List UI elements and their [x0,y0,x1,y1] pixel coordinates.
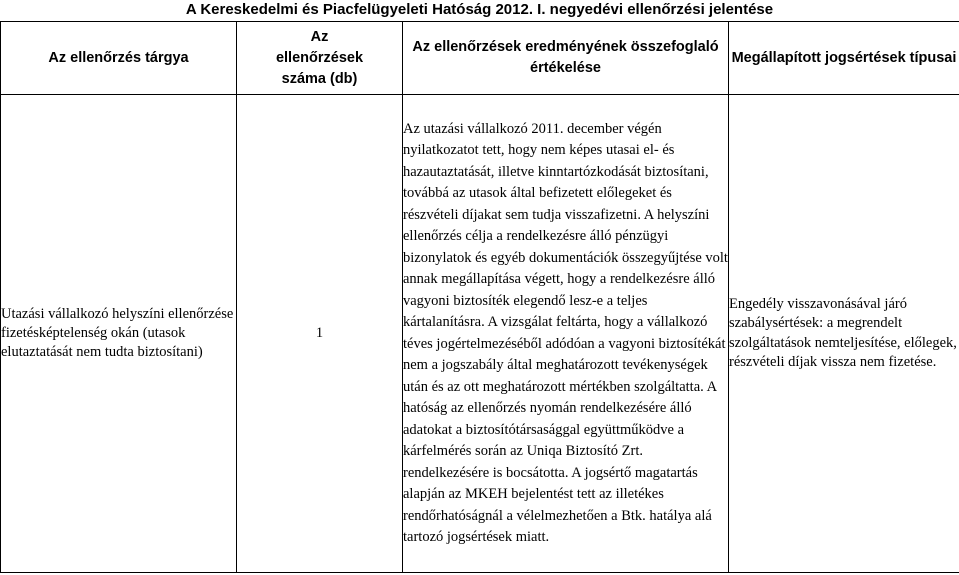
cell-summary: Az utazási vállalkozó 2011. december végén nyilatkozatot tett, hogy nem képes utasai el- és hazautaztatását, illetve kinntartózkodását biztosítani, továbbá az utasok által befizetett előlegeket és részvételi díjakat sem tudja visszafizetni. A helyszíni ellenőrzés célja a rendelkezésre álló pénzügyi bizonylatok és egyéb dokumentációk összegyűjtése volt annak megállapítása végett, hogy a rendelkezésre álló vagyoni biztosíték elegendő lesz-e a teljes kártalanításra. A vizsgálat feltárta, hogy a vállalkozó téves jogértelmezéséből adódóan a vagyoni biztosítékát nem a jogszabály által meghatározott tevékenységek után és az ott meghatározott mértékben szolgáltatta. A hatóság az ellenőrzés nyomán rendelkezésére álló adatokat a biztosítótársasággal együttműködve a kárfelmérés során az Uniqa Biztosító Zrt. rendelkezésére is bocsátotta. A jogsértő magatartás alapján az MKEH bejelentést tett az illetékes rendőrhatóságnál a vélelmezhetően a Btk. hatálya alá tartozó jogsértések miatt. [403,95,729,573]
header-subject: Az ellenőrzés tárgya [1,22,237,95]
header-row [1,22,959,95]
report-table [0,21,959,573]
header-count: Az ellenőrzések száma (db) [237,22,403,95]
table-row [1,95,959,573]
cell-violations: Engedély visszavonásával járó szabálysértések: a megrendelt szolgáltatások nemteljesítése, előlegek, részvételi díjak vissza nem fizetése. [729,95,959,573]
header-violations: Megállapított jogsértések típusai [729,22,959,95]
cell-subject: Utazási vállalkozó helyszíni ellenőrzése fizetésképtelenség okán (utasok elutaztatását nem tudta biztosítani) [1,95,237,573]
header-summary: Az ellenőrzések eredményének összefoglaló értékelése [403,22,729,95]
cell-count: 1 [237,95,403,573]
document-title: A Kereskedelmi és Piacfelügyeleti Hatóság 2012. I. negyedévi ellenőrzési jelentése [185,1,774,18]
